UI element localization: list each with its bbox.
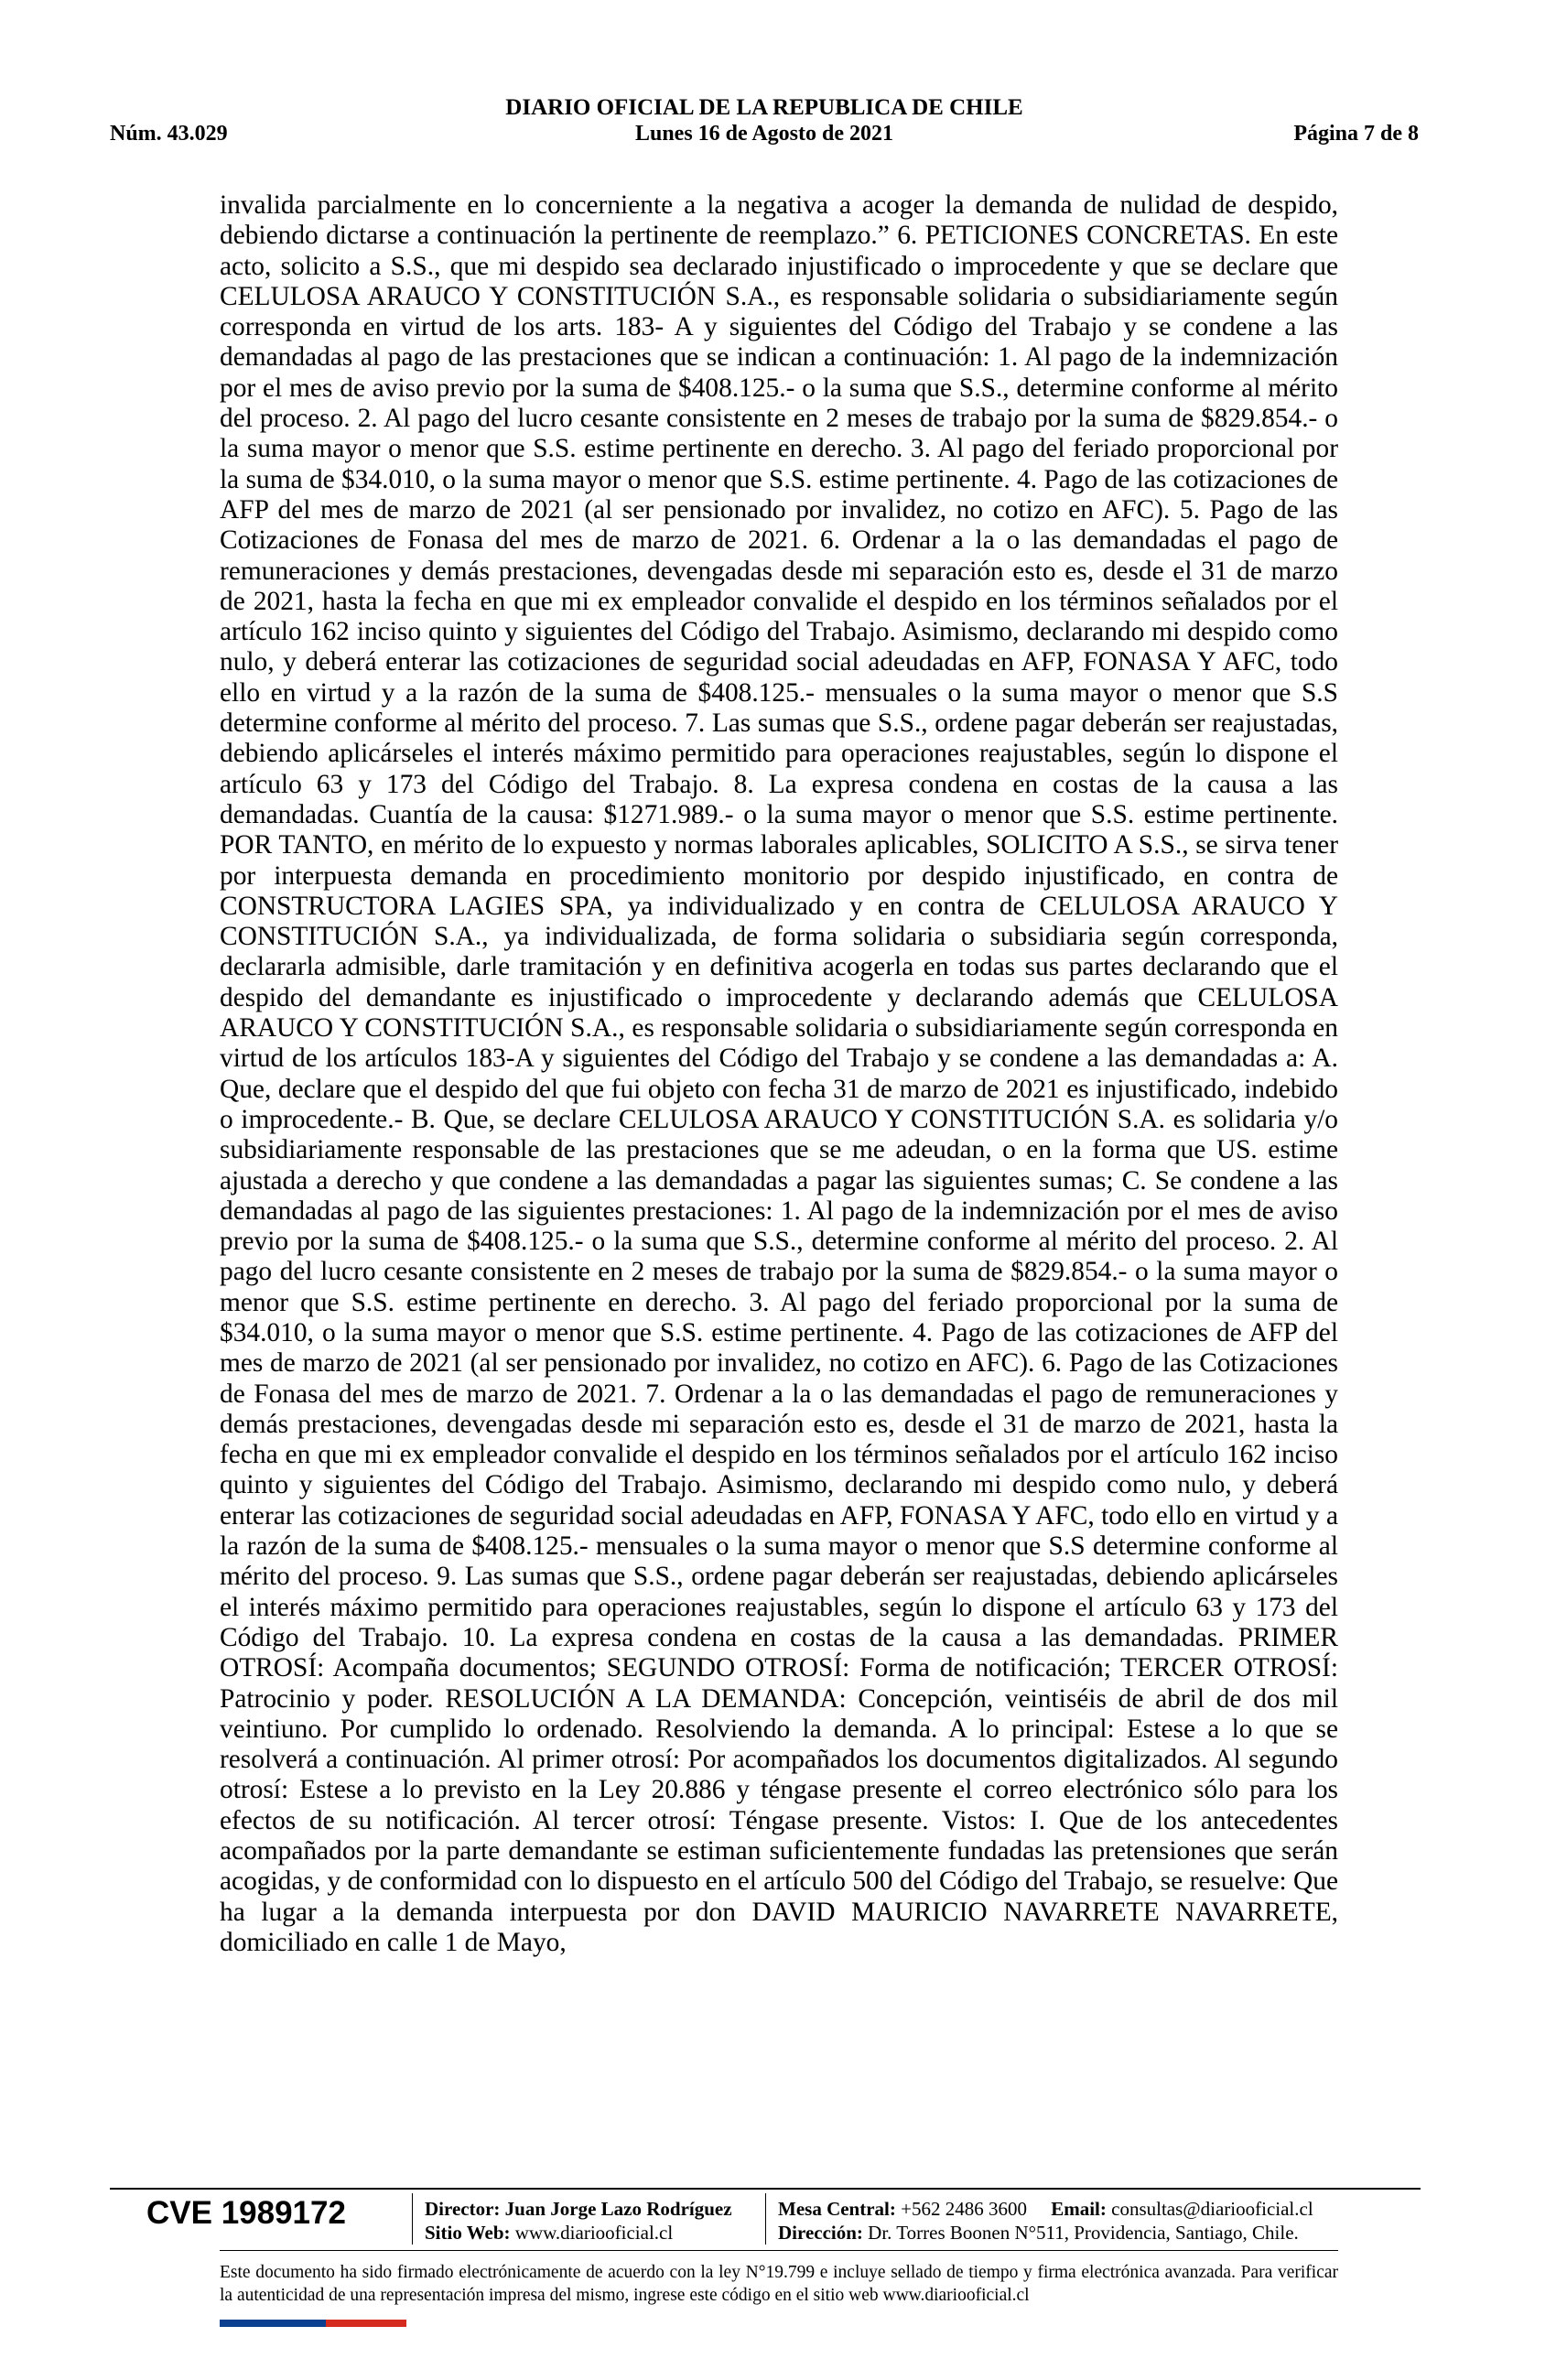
flag-stripe-blue: [220, 2320, 326, 2327]
phone-label: Mesa Central:: [778, 2198, 896, 2220]
web-link[interactable]: www.diariooficial.cl: [514, 2222, 674, 2244]
issue-date: Lunes 16 de Agosto de 2021: [634, 122, 894, 146]
body-text: invalida parcialmente en lo concerniente a la negativa a acoger la demanda de nulidad de despido, debiendo dictarse a continuación la pertinente de reemplazo.” 6. PETICIONES CONCRETAS. En este acto, solicito a S.S., que mi despido sea declarado injustificado o improcedente y que se declare que CELULOSA ARAUCO Y CONSTITUCIÓN S.A., es responsable solidaria o subsidiariamente según corresponda en virtud de los arts. 183- A y siguientes del Código del Trabajo y se condene a las demandadas al pago de las prestaciones que se indican a continuación: 1. Al pago de la indemnización por el mes de aviso previo por la suma de $408.125.- o la suma que S.S., determine conforme al mérito del proceso. 2. Al pago del lucro cesante consistente en 2 meses de trabajo por la suma de $829.854.- o la suma mayor o menor que S.S. estime pertinente en derecho. 3. Al pago del feriado proporcional por la suma de $34.010, o la suma mayor o menor que S.S. estime pertinente. 4. Pago de las cotizaciones de AFP del mes de marzo de 2021 (al ser pensionado por invalidez, no cotizo en AFC). 5. Pago de las Cotizaciones de Fonasa del mes de marzo de 2021. 6. Ordenar a la o las demandadas el pago de remuneraciones y demás prestaciones, devengadas desde mi separación esto es, desde el 31 de marzo de 2021, hasta la fecha en que mi ex empleador convalide el despido en los términos señalados por el artículo 162 inciso quinto y siguientes del Código del Trabajo. Asimismo, declarando mi despido como nulo, y deberá enterar las cotizaciones de seguridad social adeudadas en AFP, FONASA Y AFC, todo ello en virtud y a la razón de la suma de $408.125.- mensuales o la suma mayor o menor que S.S determine conforme al mérito del proceso. 7. Las sumas que S.S., ordene pagar deberán ser reajustadas, debiendo aplicárseles el interés máximo permitido para operaciones reajustables, según lo dispone el artículo 63 y 173 del Código del Trabajo. 8. La expresa condena en costas de la causa a las demandadas. Cuantía de la causa: $1271.989.- o la suma mayor o menor que S.S. estime pertinente. POR TANTO, en mérito de lo expuesto y normas laborales aplicables, SOLICITO A S.S., se sirva tener por interpuesta demanda en procedimiento monitorio por despido injustificado, en contra de CONSTRUCTORA LAGIES SPA, ya individualizado y en contra de CELULOSA ARAUCO Y CONSTITUCIÓN S.A., ya individualizada, de forma solidaria o subsidiaria según corresponda, declararla admisible, darle tramitación y en definitiva acogerla en todas sus partes declarando que el despido del demandante es injustificado o improcedente y declarando además que CELULOSA ARAUCO Y CONSTITUCIÓN S.A., es responsable solidaria o subsidiariamente según corresponda en virtud de los artículos 183-A y siguientes del Código del Trabajo y se condene a las demandadas a: A. Que, declare que el despido del que fui objeto con fecha 31 de marzo de 2021 es injustificado, indebido o improcedente.- B. Que, se declare CELULOSA ARAUCO Y CONSTITUCIÓN S.A. es solidaria y/o subsidiariamente responsable de las prestaciones que se me adeudan, o en la forma que US. estime ajustada a derecho y que condene a las demandadas a pagar las siguientes sumas; C. Se condene a las demandadas al pago de las siguientes prestaciones: 1. Al pago de la indemnización por el mes de aviso previo por la suma de $408.125.- o la suma que S.S., determine conforme al mérito del proceso. 2. Al pago del lucro cesante consistente en 2 meses de trabajo por la suma de $829.854.- o la suma mayor o menor que S.S. estime pertinente en derecho. 3. Al pago del feriado proporcional por la suma de $34.010, o la suma mayor o menor que S.S. estime pertinente. 4. Pago de las cotizaciones de AFP del mes de marzo de 2021 (al ser pensionado por invalidez, no cotizo en AFC). 6. Pago de las Cotizaciones de Fonasa del mes de marzo de 2021. 7. Ordenar a la o las demandadas el pago de remuneraciones y demás prestaciones, devengadas desde mi separación esto es, desde el 31 de marzo de 2021, hasta la fecha en que mi ex empleador convalide el despido en los términos señalados por el artículo 162 inciso quinto y siguientes del Código del Trabajo. Asimismo, declarando mi despido como nulo, y deberá enterar las cotizaciones de seguridad social adeudadas en AFP, FONASA Y AFC, todo ello en virtud y a la razón de la suma de $408.125.- mensuales o la suma mayor o menor que S.S determine conforme al mérito del proceso. 9. Las sumas que S.S., ordene pagar deberán ser reajustadas, debiendo aplicárseles el interés máximo permitido para operaciones reajustables, según lo dispone el artículo 63 y 173 del Código del Trabajo. 10. La expresa condena en costas de la causa a las demandadas. PRIMER OTROSÍ: Acompaña documentos; SEGUNDO OTROSÍ: Forma de notificación; TERCER OTROSÍ: Patrocinio y poder. RESOLUCIÓN A LA DEMANDA: Concepción, veintiséis de abril de dos mil veintiuno. Por cumplido lo ordenado. Resolviendo la demanda. A lo principal: Estese a lo que se resolverá a continuación. Al primer otrosí: Por acompañados los documentos digitalizados. Al segundo otrosí: Estese a lo previsto en la Ley 20.886 y téngase presente el correo electrónico sólo para los efectos de su notificación. Al tercer otrosí: Téngase presente. Vistos: I. Que de los antecedentes acompañados por la parte demandante se estiman suficientemente fundadas las pretensiones que serán acogidas, y de conformidad con lo dispuesto en el artículo 500 del Código del Trabajo, se resuelve: Que ha lugar a la demanda interpuesta por don DAVID MAURICIO NAVARRETE NAVARRETE, domiciliado en calle 1 de Mayo,: [220, 190, 1338, 1957]
legal-divider: [220, 2250, 1338, 2251]
email-label: Email:: [1051, 2198, 1107, 2220]
email-link[interactable]: consultas@diariooficial.cl: [1111, 2198, 1313, 2220]
director-label: Director:: [425, 2198, 501, 2220]
flag-stripe-red: [326, 2320, 406, 2327]
footer-separator: [765, 2193, 766, 2245]
address: Dr. Torres Boonen N°511, Providencia, Santiago, Chile.: [868, 2222, 1299, 2244]
footer-separator: [412, 2193, 413, 2245]
address-label: Dirección:: [778, 2222, 863, 2244]
issue-number: Núm. 43.029: [110, 122, 228, 146]
phone-number: +562 2486 3600: [901, 2198, 1027, 2220]
newspaper-title: DIARIO OFICIAL DE LA REPUBLICA DE CHILE: [505, 95, 1023, 120]
footer-divider: [110, 2188, 1421, 2190]
legal-notice: Este documento ha sido firmado electrónicamente de acuerdo con la ley N°19.799 e incluye sellado de tiempo y firma electrónica avanzada. Para verificar la autenticidad de una representación impresa del mismo, ingrese este código en el sitio web www.diariooficial.cl: [220, 2263, 1338, 2305]
page-header: [110, 92, 1419, 146]
web-label: Sitio Web:: [425, 2222, 511, 2244]
footer-director-block: [425, 2197, 732, 2245]
page-number: Página 7 de 8: [1293, 122, 1419, 146]
footer-contact-block: [778, 2197, 1338, 2245]
director-name: Juan Jorge Lazo Rodríguez: [504, 2198, 732, 2220]
cve-code: CVE 1989172: [146, 2195, 346, 2231]
